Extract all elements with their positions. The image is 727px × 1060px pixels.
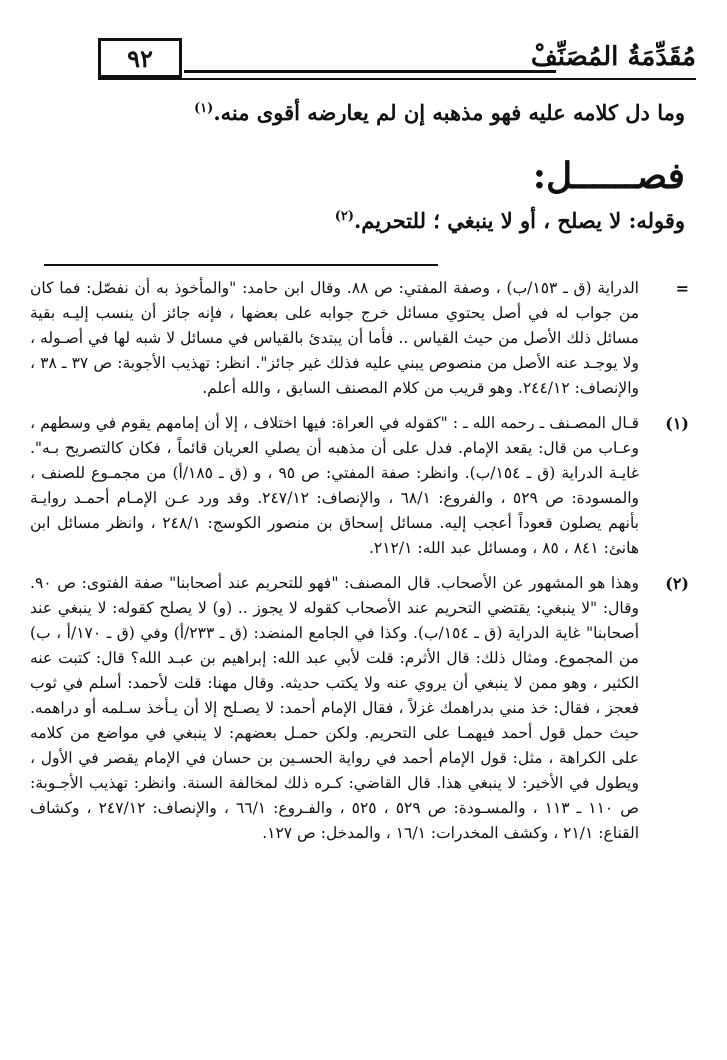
footnote-1-marker: (١)	[665, 414, 689, 433]
body-line-2	[44, 208, 685, 233]
page-header	[98, 38, 696, 88]
footnote-continuation-marker: =	[675, 279, 689, 298]
body-line-1-text: وما دل كلامه عليه فهو مذهبه إن لم يعارضه أقوى منه.	[213, 100, 685, 125]
footnote-continuation-text: الدراية (ق ـ ١٥٣/ب) ، وصفة المفتي: ص ٨٨. وقال ابن حامد: "والمأخوذ به أن نفصّل: فما كان من جواب له في أصل يحتوي مسائل خرج جوابه على بعضها ، فإنه جائز أن ينسب إليـه بقية مسائل ذلك الأصل من حيث القياس .. فأما أن يبتدئ بالقياس في مسائل لا شبه لها في أصـوله ، ولا يوجـد عنه الأصل من منصوص يبني عليه فذلك غير جائز". انظر: تهذيب الأجوبة: ص ٣٧ ـ ٣٨ ، والإنصاف: ٢٤٤/١٢. وهو قريب من كلام المصنف السابق ، والله أعلم.	[30, 279, 639, 397]
footnote-ref-2[interactable]: (٢)	[334, 209, 354, 224]
footnote-continuation	[30, 276, 697, 401]
body-line-2-label: وقوله:	[628, 208, 685, 233]
footnote-2-text: وهذا هو المشهور عن الأصحاب. قال المصنف: "فهو للتحريم عند أصحابنا" صفة الفتوى: ص ٩٠. وقال: "لا ينبغي: يقتضي التحريم عند الأصحاب كقوله لا يجوز .. (و) لا يصلح كقوله: لا ينبغي عند أصحابنا" غاية الدراية (ق ـ ١٥٤/ب). وكذا في الجامع المنضد: (ق ـ ٢٣٣/أ) وفي (ق ـ ١٧٠/أ ، ب) من المجموع. ومثال ذلك: قال الأثرم: قلت لأبي عبد الله: إبراهيم بن عبـد الله؟ قال: كتبت عنه الكثير ، وهو ممن لا ينبغي أن يروي عنه ولا يكتب حديثه. وقال مهنا: قلت لأحمد: أسلم في ثوب فعجز ، فقال: خذ مني بدراهمك غزلاً ، فقال الإمام أحمد: لا يصـلح إلا أن يـأخذ سـلمه أو دراهمه. حيث حمل قول أحمد فيهمـا على التحريم. ولكن حمـل بعضهم: لا ينبغي في مواضع من كلامه على الكراهة ، مثل: قول الإمام أحمد في رواية الحسـين بن حسان في الإمام يقصر في الأول ، ويطول في الأخير: لا ينبغي هذا. قال القاضي: كـره ذلك لمخالفة السنة. وانظر: تهذيب الأجـوبة: ص ١١٠ ـ ١١٣ ، والمسـودة: ص ٥٢٩ ، ٥٢٥ ، والفـروع: ٦٦/١ ، والإنصاف: ٢٤٧/١٢ ، وكشاف القناع: ٢١/١ ، وكشف المخدرات: ١٦/١ ، والمدخل: ص ١٢٧.	[30, 574, 640, 842]
chapter-title: مُقَدِّمَةُ المُصَنِّفْ	[530, 42, 696, 72]
footnote-ref-1[interactable]: (١)	[194, 101, 214, 116]
section-heading	[44, 155, 685, 197]
section-colon: :	[532, 155, 547, 197]
header-underline	[98, 78, 696, 80]
footnote-separator	[44, 264, 438, 266]
footnote-2-marker: (٢)	[665, 574, 689, 593]
footnote-1-text: قـال المصـنف ـ رحمه الله ـ : "كقوله في العراة: فيها اختلاف ، إلا أن إمامهم يقوم في وسطهم ، وعـاب من قال: يقعد الإمام. فدل على أن مذهبه أن يصلي العريان قائماً ، فكان كالتصريح بـه". غايـة الدراية (ق ـ ١٥٤/ب). وانظر: صفة المفتي: ص ٩٥ ، و (ق ـ ١٨٥/أ) من مجمـوع للصنف ، والمسودة: ص ٥٢٩ ، والفروع: ٦٨/١ ، والإنصاف: ٢٤٧/١٢. وقد ورد عـن الإمـام أحمـد روايـة بأنهم يصلون قعوداً أعجب إليه. مسائل إسحاق بن منصور الكوسج: ٢٤٨/١ ، وانظر مسائل ابن هانئ: ٨٤١ ، ٨٥ ، ومسائل عبد الله: ٢١٢/١.	[30, 414, 639, 557]
footnote-1	[30, 411, 697, 561]
body-line-1	[44, 100, 685, 125]
section-title: فصــــــل	[546, 155, 685, 197]
header-rule	[184, 70, 556, 73]
body-line-2-text: لا يصلح ، أو لا ينبغي ؛ للتحريم.	[354, 208, 629, 233]
footnote-2	[30, 571, 697, 846]
page-number-box	[98, 38, 182, 78]
page-number: ٩٢	[127, 43, 153, 73]
footnotes	[30, 276, 697, 856]
